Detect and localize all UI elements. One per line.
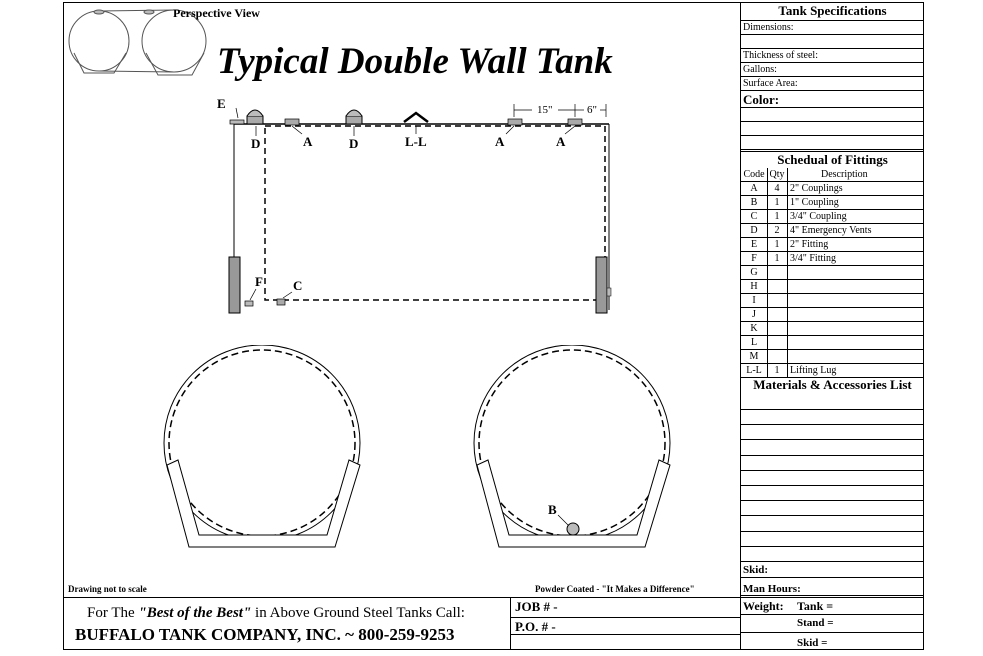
- powder-coated-note: Powder Coated - "It Makes a Difference": [535, 584, 695, 594]
- fitting-qty: 2: [767, 224, 788, 237]
- fitting-row: [741, 182, 924, 196]
- materials-row: [741, 395, 924, 410]
- fitting-desc: 1" Coupling: [790, 197, 839, 208]
- fitting-desc: 2" Couplings: [790, 183, 843, 194]
- end-view-right-drawing: [465, 345, 685, 555]
- not-to-scale-note: Drawing not to scale: [68, 584, 147, 594]
- fitting-code: E: [741, 238, 768, 251]
- fitting-qty: 1: [767, 364, 788, 377]
- fitting-row: [741, 350, 924, 364]
- callout-B: B: [548, 502, 557, 517]
- side-elevation-drawing: [220, 100, 620, 320]
- fitting-row: [741, 280, 924, 294]
- materials-row: [741, 486, 924, 501]
- materials-row: [741, 410, 924, 425]
- fitting-code: D: [741, 224, 768, 237]
- spec-dimensions: Dimensions:: [741, 21, 924, 35]
- materials-row: [741, 425, 924, 440]
- callout-A-3: A: [556, 134, 566, 149]
- fitting-qty: [767, 322, 788, 335]
- fitting-qty: [767, 350, 788, 363]
- fittings-title: Schedual of Fittings: [777, 152, 888, 167]
- callout-E: E: [217, 96, 226, 111]
- spec-blank-4: [741, 136, 924, 150]
- end-view-left-drawing: [155, 345, 375, 555]
- footer-line-1: For The "Best of the Best" in Above Ground Steel Tanks Call:: [87, 605, 465, 621]
- fittings-header-row: Code Qty Description: [741, 168, 924, 182]
- spec-thickness: Thickness of steel:: [741, 49, 924, 63]
- callout-A-2: A: [495, 134, 505, 149]
- fitting-row: [741, 196, 924, 210]
- perspective-view-label: Perspective View: [173, 6, 260, 20]
- materials-row: [741, 532, 924, 547]
- fitting-desc: Lifting Lug: [790, 365, 837, 376]
- fitting-qty: [767, 280, 788, 293]
- fitting-code: F: [741, 252, 768, 265]
- spec-blank-1: [741, 35, 924, 49]
- materials-row: [741, 456, 924, 471]
- callout-D-2: D: [349, 136, 359, 151]
- callout-C: C: [293, 278, 303, 293]
- fitting-desc: 2" Fitting: [790, 239, 829, 250]
- fitting-code: G: [741, 266, 768, 279]
- fitting-code: H: [741, 280, 768, 293]
- materials-row: [741, 441, 924, 456]
- fitting-desc: 3/4" Fitting: [790, 253, 837, 264]
- materials-row: [741, 547, 924, 562]
- materials-title: Materials & Accessories List: [753, 377, 912, 392]
- fitting-row: [741, 266, 924, 280]
- weight-label: Weight:: [743, 599, 784, 613]
- spec-blank-3: [741, 122, 924, 136]
- weight-stand: Stand =: [797, 617, 834, 629]
- fitting-qty: [767, 294, 788, 307]
- callout-F: F: [255, 274, 263, 289]
- callout-A-1: A: [303, 134, 313, 149]
- dimension-6-inch: 6": [587, 104, 597, 116]
- tank-specifications-title: Tank Specifications: [778, 3, 887, 18]
- fitting-row: [741, 210, 924, 224]
- fitting-desc: 4" Emergency Vents: [790, 225, 872, 236]
- spec-color: Color:: [741, 91, 924, 108]
- spec-surface-area: Surface Area:: [741, 77, 924, 91]
- callout-D-1: D: [251, 136, 261, 151]
- fitting-row: [741, 224, 924, 238]
- skid-field: Skid:: [741, 562, 924, 578]
- fitting-qty: [767, 336, 788, 349]
- fitting-row: [741, 252, 924, 266]
- fitting-qty: 4: [767, 182, 788, 195]
- fitting-row: [741, 238, 924, 252]
- fitting-qty: [767, 266, 788, 279]
- spec-gallons: Gallons:: [741, 63, 924, 77]
- materials-row: [741, 517, 924, 532]
- weight-skid: Skid =: [797, 637, 828, 649]
- fitting-row: [741, 294, 924, 308]
- fitting-code: B: [741, 196, 768, 209]
- fitting-code: J: [741, 308, 768, 321]
- fitting-code: K: [741, 322, 768, 335]
- materials-row: [741, 501, 924, 516]
- fitting-row: [741, 364, 924, 378]
- job-number-field: JOB # -: [515, 599, 558, 614]
- man-hours-field: Man Hours:: [741, 580, 924, 596]
- fitting-qty: 1: [767, 196, 788, 209]
- fitting-code: L-L: [741, 364, 768, 377]
- spec-blank-2: [741, 108, 924, 122]
- materials-row: [741, 471, 924, 486]
- fitting-qty: 1: [767, 210, 788, 223]
- fitting-desc: 3/4" Coupling: [790, 211, 847, 222]
- fitting-qty: 1: [767, 252, 788, 265]
- po-number-field: P.O. # -: [515, 619, 556, 634]
- fitting-row: [741, 322, 924, 336]
- fitting-code: C: [741, 210, 768, 223]
- fitting-code: I: [741, 294, 768, 307]
- fitting-code: L: [741, 336, 768, 349]
- company-name-phone: BUFFALO TANK COMPANY, INC. ~ 800-259-9253: [75, 625, 455, 644]
- page-title: Typical Double Wall Tank: [217, 41, 613, 82]
- fitting-qty: 1: [767, 238, 788, 251]
- dimension-15-inch: 15": [537, 104, 553, 116]
- fitting-qty: [767, 308, 788, 321]
- fitting-code: M: [741, 350, 768, 363]
- fitting-row: [741, 336, 924, 350]
- fitting-code: A: [741, 182, 768, 195]
- weight-tank: Tank =: [797, 599, 834, 613]
- callout-lifting-lug: L-L: [405, 134, 427, 149]
- fitting-row: [741, 308, 924, 322]
